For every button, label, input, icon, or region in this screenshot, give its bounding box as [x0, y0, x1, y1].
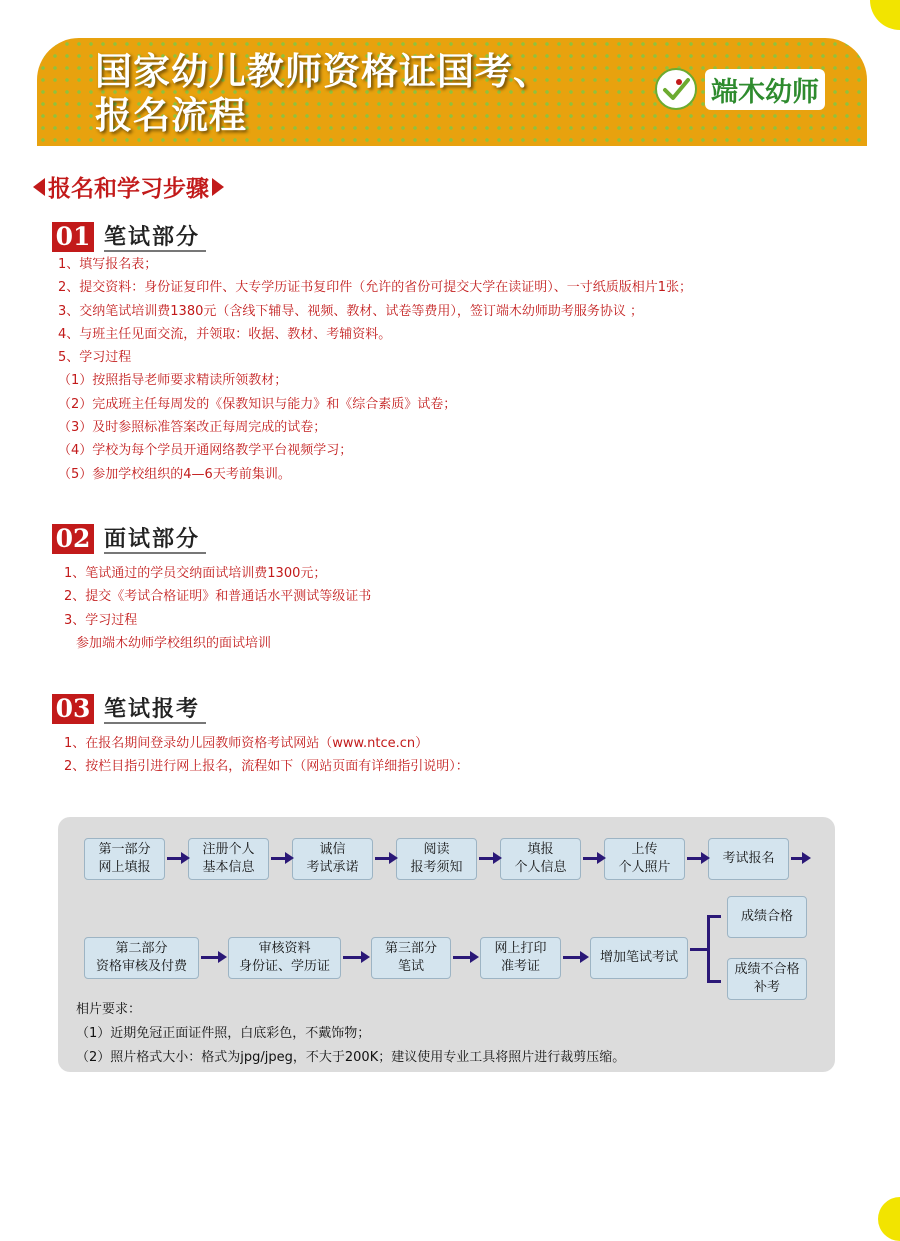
list-item: （3）及时参照标准答案改正每周完成的试卷；: [58, 420, 327, 436]
flow-step-line: 第一部分: [98, 842, 151, 857]
flow-step: [292, 838, 373, 880]
flow-step: [371, 937, 451, 979]
flow-step-line: 个人照片: [618, 860, 671, 875]
list-item: 1、在报名期间登录幼儿园教师资格考试网站（www.ntce.cn）: [64, 736, 429, 751]
arrow-right-icon: [479, 857, 494, 860]
flow-step-line: 网上填报: [98, 860, 151, 875]
school-logo: [655, 66, 825, 112]
part1-heading: [52, 222, 206, 252]
list-item: （1）近期免冠正面证件照，白底彩色，不戴饰物；: [76, 1026, 371, 1041]
corner-decoration-bottom: [878, 1197, 900, 1241]
flow-step-line: 诚信: [319, 842, 346, 857]
list-item: 3、交纳笔试培训费1380元（含线下辅导、视频、教材、试卷等费用），签订端木幼师助考服务协议 ；: [58, 303, 643, 319]
section-title: 报名和学习步骤: [48, 176, 209, 202]
flow-step-line: 成绩合格: [740, 909, 793, 924]
part3-title: 笔试报考: [104, 696, 206, 724]
flow-step-line: 成绩不合格: [734, 962, 800, 977]
list-item: 1、笔试通过的学员交纳面试培训费1300元；: [64, 566, 327, 581]
list-item: 2、提交《考试合格证明》和普通话水平测试等级证书: [64, 589, 372, 605]
arrow-right-icon: [271, 857, 286, 860]
list-item: （2）完成班主任每周发的《保教知识与能力》和《综合素质》试卷；: [58, 396, 457, 412]
list-item: 相片要求：: [76, 1002, 142, 1017]
arrow-right-icon: [583, 857, 598, 860]
flow-step-line: 第二部分: [115, 941, 168, 956]
flow-step-line: 个人信息: [514, 860, 567, 875]
arrow-right-icon: [453, 956, 471, 959]
page-title-line2: 报名流程: [95, 94, 247, 137]
part2-heading: [52, 524, 206, 554]
section-heading: [33, 170, 224, 203]
list-item: （5）参加学校组织的4—6天考前集训。: [58, 466, 291, 482]
arrow-right-icon: [791, 857, 803, 860]
part2-title: 面试部分: [104, 526, 206, 554]
flow-step-line: 考试报名: [722, 851, 775, 866]
arrow-right-icon: [563, 956, 581, 959]
part2-list: [64, 562, 371, 655]
flow-step: [604, 838, 685, 880]
flow-step-line: 资格审核及付费: [95, 959, 187, 974]
flow-step: [84, 838, 165, 880]
flow-connector: [707, 980, 721, 983]
corner-decoration-top: [870, 0, 900, 30]
flow-step-line: 第三部分: [384, 941, 437, 956]
part3-list: [64, 732, 469, 779]
logo-emblem-icon: [655, 68, 697, 110]
flow-step: [188, 838, 269, 880]
flow-step-line: 笔试: [397, 959, 424, 974]
arrow-right-icon: [167, 857, 182, 860]
flow-step: [708, 838, 789, 880]
flow-step: [228, 937, 341, 979]
triangle-right-icon: [212, 178, 224, 196]
list-item: 3、学习过程: [64, 612, 138, 628]
part2-number: 02: [52, 524, 94, 554]
arrow-right-icon: [687, 857, 702, 860]
flow-step-line: 阅读: [423, 842, 450, 857]
part3-heading: [52, 694, 206, 724]
flow-outcome-fail: [727, 958, 807, 1000]
part3-number: 03: [52, 694, 94, 724]
list-item: （1）按照指导老师要求精读所领教材；: [58, 373, 288, 389]
flow-step-line: 增加笔试考试: [599, 950, 678, 965]
flow-step: [590, 937, 688, 979]
flow-step: [480, 937, 561, 979]
flow-step-line: 基本信息: [202, 860, 255, 875]
flow-step-line: 考试承诺: [306, 860, 359, 875]
list-item: （4）学校为每个学员开通网络教学平台视频学习；: [58, 443, 353, 459]
part1-list: [58, 253, 692, 486]
logo-text: 端木幼师: [705, 69, 825, 110]
triangle-left-icon: [33, 178, 45, 196]
list-item: （2）照片格式大小：格式为jpg/jpeg，不大于200K；建议使用专业工具将照片进行裁剪压缩。: [76, 1050, 626, 1065]
flow-connector: [690, 948, 707, 951]
flow-step-line: 网上打印: [494, 941, 547, 956]
flow-outcome-pass: [727, 896, 807, 938]
flow-step-line: 身份证、学历证: [238, 959, 330, 974]
list-item: 2、提交资料：身份证复印件、大专学历证书复印件（允许的省份可提交大学在读证明）、一寸纸质版相片1张；: [58, 280, 693, 296]
list-item: 2、按栏目指引进行网上报名，流程如下（网站页面有详细指引说明）：: [64, 759, 469, 775]
flow-step: [84, 937, 199, 979]
photo-requirements: [76, 998, 625, 1070]
arrow-right-icon: [201, 956, 219, 959]
list-item: 4、与班主任见面交流，并领取：收据、教材、考辅资料。: [58, 326, 392, 342]
flow-step-line: 上传: [631, 842, 658, 857]
flow-step-line: 报考须知: [410, 860, 463, 875]
flow-step-line: 填报: [527, 842, 554, 857]
arrow-right-icon: [375, 857, 390, 860]
list-item: 1、填写报名表；: [58, 257, 158, 272]
arrow-right-icon: [343, 956, 362, 959]
list-item: 5、学习过程: [58, 350, 132, 366]
flow-step-line: 准考证: [500, 959, 540, 974]
list-item: 参加端木幼师学校组织的面试培训: [76, 635, 272, 651]
flow-step-line: 注册个人: [202, 842, 255, 857]
flow-step: [500, 838, 581, 880]
flow-step-line: 审核资料: [258, 941, 311, 956]
part1-number: 01: [52, 222, 94, 252]
header-banner: [37, 38, 867, 146]
part1-title: 笔试部分: [104, 224, 206, 252]
flow-connector: [707, 915, 710, 983]
flow-connector: [707, 915, 721, 918]
page-title: [95, 50, 551, 138]
flow-step-line: 补考: [753, 980, 780, 995]
page-title-line1: 国家幼儿教师资格证国考、: [95, 50, 551, 93]
flow-step: [396, 838, 477, 880]
